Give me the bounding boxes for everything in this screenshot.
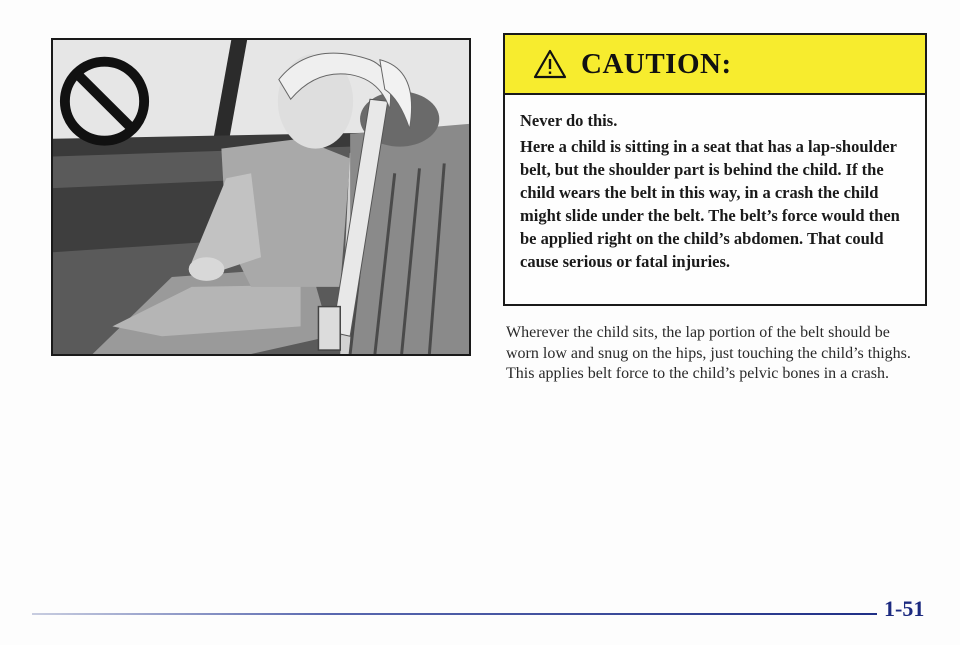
body-paragraph: Wherever the child sits, the lap portion of the belt should be worn low and snug on the hips, just touching the child’s thighs. This applies belt force to the child’s pelvic bones in a crash. xyxy=(506,324,911,382)
footer-rule xyxy=(32,613,877,615)
caution-lead: Never do this. xyxy=(520,111,618,130)
child-incorrect-belt-drawing xyxy=(53,40,469,354)
caution-box xyxy=(503,33,927,306)
caution-title: CAUTION: xyxy=(581,47,732,80)
warning-triangle-icon xyxy=(533,49,567,79)
caution-body xyxy=(505,95,925,273)
page-number: 1-51 xyxy=(884,596,925,621)
child-seatbelt-illustration xyxy=(51,38,471,356)
caution-text: Here a child is sitting in a seat that has a lap-shoulder belt, but the shoulder part is behind the child. If the child wears the belt in this way, in a crash the child might slide under the belt. The belt’s force would then be applied right on the child’s abdomen. That could cause serious or fatal injuries. xyxy=(520,137,900,271)
caution-header xyxy=(505,35,925,95)
